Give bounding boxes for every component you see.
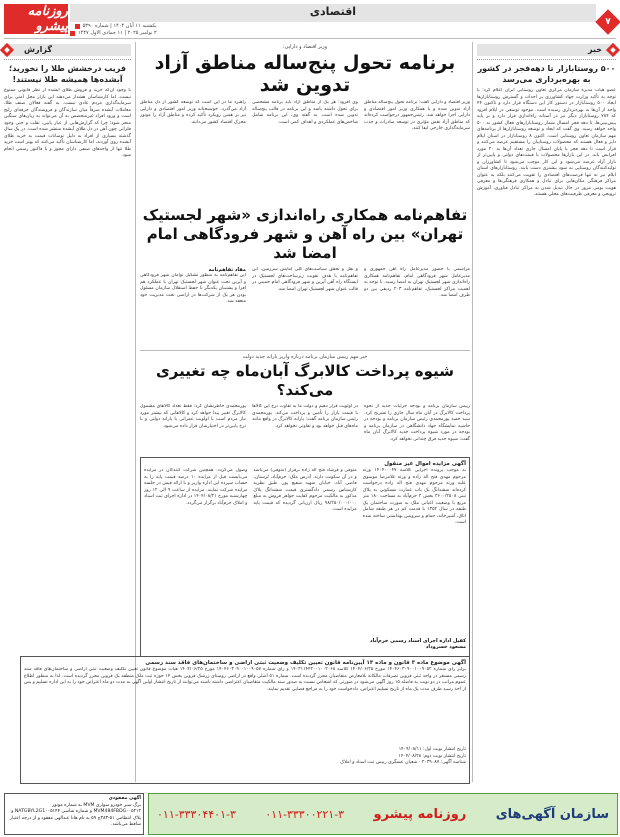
divider <box>4 38 616 39</box>
divider <box>477 59 616 60</box>
third-body-col: پورمحمدی خاطرنشان کرد: فقط تعداد کالاهای مشمول کالابرگ تغییر پیدا خواهد کرد و کالاهایی که بیشتر مورد نیاز مردم است با اولویت عمرانی یا یارانه دولتی و با نرخ پایین‌تر در اختیارشان قرار داده می‌شود. <box>140 404 246 429</box>
news-headline[interactable]: ۵۰۰ روستابازار تا دهه‌فجر در کشور به بهره‌برداری می‌رسد <box>477 64 616 84</box>
diamond-icon <box>0 43 14 57</box>
auction-signer: مسعود خسروداد <box>425 644 466 650</box>
lost-notice-title: آگهی مفقودی <box>108 796 141 801</box>
section-bar <box>70 4 596 22</box>
dateline <box>70 23 157 37</box>
diamond-icon <box>606 43 620 57</box>
main-body-col: راهبرد ما در این است که توسعه کشور از دل مناطق آزاد می‌گذرد. خوشبختانه وزیر امور اقتصادی و دارایی نیز بر همین رویکرد تأکید کرده و مناطق آزاد را موتور محرک اقتصاد کشور می‌دانند. <box>140 100 246 125</box>
news-column <box>472 42 616 782</box>
ad-paper-name: روزنامه پیشرو <box>373 806 467 822</box>
main-body-col: وی افزود: هر یک از مناطق آزاد باید برنامه مشخصی برای تحول داشته باشد و این برنامه در قالب پنج‌ساله تدوین شده است. به گفته وی، این برنامه شامل شاخص‌های عملکردی و اهداف کمی است. <box>252 100 358 125</box>
divider <box>140 350 470 351</box>
second-body-col: این تفاهم‌نامه به منظور تشکیل توأمان شهر فرودگاهی و آپرین تحت عنوان شهر لجستیک تهران با عملکرد هم افزا و پشتیبان یکدیگر با حفظ استقلال سازمان مسئول بودن هر یک از شرکت‌ها در اراضی تحت مدیریت خود منعقد شد. <box>140 273 246 304</box>
first-publish-date: تاریخ انتشار نوبت اول: ۱۴۰۴/۰۸/۱۱ <box>398 747 466 752</box>
auction-notice-title: آگهی مزایده اموال غیر منقول <box>384 461 466 467</box>
third-pretitle: خبر مهم رییس سازمان برنامه درباره واریز یارانه جدید دولت <box>242 354 368 360</box>
report-body: با وجود آن‌که خرید و فروش طلای آبشده از نظر قانونی ممنوع نیست، اما کارشناسان هشدار می‌دهند این بازار محل امنی برای سرمایه‌گذاری مردم عادی نیست. به گفته فعالان صنف طلا، معاملات آبشده صرفاً میان سازندگان و فروشندگان حرفه‌ای رایج است و ورود افراد غیرمتخصص به آن می‌تواند به زیان‌های سنگین منجر شود؛ چرا که گزارش‌هایی از عیار پایین، تقلب و حتی وجود فلزاتی چون آهن در دل طلای آبشده منتشر شده است. در یک سال گذشته بسیاری از افراد به دلیل نوسانات قیمت به خرید طلای آبشده روی آوردند، اما کارشناسان تأکید می‌کنند که بهتر است خرید طلا تنها از واحدهای صنفی دارای مجوز و با فاکتور رسمی انجام شود. <box>4 88 131 158</box>
bullet-square-icon <box>75 24 80 29</box>
kicker-bar <box>4 44 131 56</box>
second-body-col: مراسمی با حضور مدیرعامل راه آهن جمهوری و مدیرعامل شهر فرودگاهی امام، تفاهم‌نامه همکاری راه‌اندازی شهر لجستیک تهران به امضا رسید. با توجه به اهمیت مراکز لجستیک، تفاهم‌نامه ۲۰۳ ردیفی بین دو طرف امضا شد. <box>364 267 470 298</box>
ad-org-label: سازمان آگهی‌های <box>495 806 609 822</box>
registry-notice-body: برابر رأی شماره ۱۴۰۴۶۰۳۰۹۰۰۱۰۰۹۰۵۲ مورخ ۱۴۰۴/۰۶/۲۵ کلاسه ۱۴۰۳۱۱۴۴۲۰۰۱۰۰۲۰۶۸ و رأی شماره ۱۴۰۴۶۰۳۰۹۰۰۱۰۰۹۰۵۷ مورخ ۱۴۰۴/۰۶/۲۵ هیات موضوع قانون تعیین تکلیف وضعیت ثبتی اراضی و ساختمان‌های فاقد سند رسمی مستقر در واحد ثبتی قزوین تصرفات مالکانه بلامعارض متقاضیان محرز گردیده است. شماره ۵۱ اصلی واقع در اراضی روستای زرشک قزوین بخش ۱۴ حوزه ثبت ملک منطقه یک قزوین محرز گردیده است. لذا به منظور اطلاع عموم مراتب در دو نوبت به فاصله ۱۵ روز آگهی می‌شود در صورتی که اشخاص نسبت به صدور سند مالکیت متقاضیان اعتراضی داشته باشند می‌توانند از تاریخ انتشار اولین آگهی به مدت دو ماه اعتراض خود را به این اداره تسلیم و پس از اخذ رسید ظرف مدت یک ماه از تاریخ تسلیم اعتراض، دادخواست خود را به مراجع قضایی تقدیم نمایند. <box>24 667 466 692</box>
main-body-col: وزیر اقتصاد و دارایی گفت: برنامه تحول پنج‌ساله مناطق آزاد تدوین شده و با همکاری وزیر امور اقتصادی و دارایی اجرا خواهد شد. رئیس‌جمهور درخواست کرده‌اند که مناطق آزاد نقش مؤثری در توسعه صادرات و جذب سرمایه‌گذاری خارجی ایفا کنند. <box>364 100 470 131</box>
third-body-col: در اولویت قرار دهیم و دولت ما به تفاوت نرخ این کالاها با قیمت بازار را تأمین و پرداخت می‌کند. پورمحمدی رئیس سازمان برنامه گفت: یارانه کالابرگ در واقع مانند ماه‌های قبل خواهد بود و تفاوتی نخواهد کرد. <box>252 404 358 429</box>
main-headline[interactable]: برنامه تحول پنج‌ساله مناطق آزاد تدوین شد <box>154 52 456 96</box>
auction-body-col: وصول می‌گردد. همچنین شرکت کنندگان در مزایده می‌بایست قبل از مزایده ۱۰ درصد قیمت پایه را به حساب سپرده این اداره واریز و با ارائه فیش در جلسه مزایده شرکت نمایند. مزایده از ساعت ۹ الی ۱۲ روز چهارشنبه مورخ ۱۴۰۴/۰۸/۲۱ در اداره اجرای ثبت اسناد و املاک خرم‌آباد برگزار می‌گردد. <box>144 468 248 506</box>
third-headline[interactable]: شیوه پرداخت کالابرگ آبان‌ماه چه تغییری می‌کند؟ <box>156 362 454 399</box>
report-headline[interactable]: فریب درخشش طلا را نخورید؛ آبشده‌ها همیشه طلا نیستند! <box>9 64 126 84</box>
second-headline[interactable]: تفاهم‌نامه همکاری راه‌اندازی «شهر لجستیک تهران» بین راه آهن و شهر فرودگاهی امام امضا شد <box>142 206 468 262</box>
second-body-col: و نقل و تحقق سیاست‌های کلی آمایش سرزمین، این تفاهم‌نامه با هدف تقویت زیرساخت‌های لجستیک در ایستگاه راه آهن آپرین و شهر فرودگاهی امام خمینی در قالب عنوان شهر لجستیک تهران امضا شد. <box>252 267 358 292</box>
third-story-body <box>140 404 470 454</box>
kicker-label: خبر <box>587 45 602 54</box>
byline: مفاد تفاهم‌نامه <box>208 267 246 273</box>
kicker-bar <box>477 44 616 56</box>
registry-notice-title: آگهی موضوع ماده ۳ قانون و ماده ۱۳ آیین‌نامه قانون تعیین تکلیف وضعیت ثبتی اراضی و ساختمان‌های فاقد سند رسمی <box>145 660 466 666</box>
newspaper-logo: روزنامه پیشرو <box>4 4 68 34</box>
section-title: اقتصادی <box>309 5 357 18</box>
kicker-label: گزارش <box>24 45 53 54</box>
ad-banner[interactable] <box>148 793 618 835</box>
auction-notice <box>140 457 470 657</box>
news-body: عضو هیات مدیره سازمان مرکزی تعاون روستایی ایران اعلام کرد: با توجه به تأکید وزارت جهاد کشاورزی بر احداث و گسترش روستابازارها ایجاد ۵۰۰ روستابازار در دستور کار این دستگاه قرار دارد و تاکنون ۴۴ واحد از آن‌ها به بهره‌برداری رسیده است. موجود توسعی در ایلام افزود که ۷۸۴ روستابازار دیگر نیز در آستانه راه‌اندازی قرار دارد و بر پایه پیش‌بینی‌ها، تا دهه فجر امسال شمار روستابازارهای فعال کشور به ۵۰۰ واحد خواهد رسید. وی گفت که ایجاد و توسعه روستابازارها از برنامه‌های مهم سازمان تعاون روستایی است. اکنون ۸ روستابازار در استان ایلام دایر و فعال هستند که محصولات روستاییان را مستقیم عرضه می‌کنند و قرار است تا دهه فجر با پایان امسال جاری تعداد آن‌ها به ۲۰ مورد افزایش یابد. در این بازارها محصولات با قیمت‌های دولتی و پایین‌تر از بازار آزاد عرضه می‌شود و این کار موجب می‌شود تا کشاورزان و تولیدکنندگان روستایی به سود بیشتری دست یابند. روستابازارهای استان ایلام نیز نه تنها فرصت‌های اقتصادی را تقویت می‌کنند بلکه به عنوان مراکز فرهنگی مکان‌هایی برای تبادل و همکاری فرهنگی‌ها و معرفی هویت بومی مرور در حال تبدیل شدن به مراکز تبادل فناوری، آموزش ترویجی و معرفی ظرفیت‌های محلی هستند. <box>477 88 616 197</box>
page-number-badge: ۷ <box>595 9 620 34</box>
ad-phone-1[interactable]: ۰۱۱-۳۳۳۰۰۲۲۱-۳ <box>265 807 345 821</box>
auction-body-col: متوفی و فرشاد فتح اله زاده برقرار (متوفی) می‌باشد و در آن سکونت دارند. آدرس ملک: خرم‌آباد، لرستان، قاضی آباد، خیابان شهید شفیع پور. طبق نظریه کارشناس رسمی دادگستری قیمت ششدانگ پلاک مذکور به مالکیت مرحوم کفایت جواهر فروش به مبلغ ۹۸/۲۵۰/۰۰۰/۰۰۰ ریال ارزیابی گردیده که قیمت پایه مزایده است. <box>253 468 357 512</box>
registry-notice <box>20 656 470 784</box>
lost-notice <box>4 793 144 835</box>
third-body-col: رییس سازمان برنامه و بودجه جزئیات جدید از نحوه پرداخت کالابرگ در آبان ماه سال جاری را تشریح کرد. سید حمید پورمحمدی رئیس سازمان برنامه و بودجه در حاشیه نمایشگاه جهاد دانشگاهی در سازمان برنامه و بودجه در مورد شیوه پرداخت جدید کالابرگ آبان ماه گفت: شیوه جدید فرق چندانی نخواهد کرد. <box>364 404 470 442</box>
ad-phone-2[interactable]: ۰۱۱-۳۳۳۰۴۴۰۱-۳ <box>157 807 236 821</box>
main-story-body <box>140 100 470 200</box>
date-persian: یکشنبه ۱۱ آبان ۱۴۰۴ | شماره ۵۳۹۰ <box>82 23 157 29</box>
auction-signature: کفیل اداره اجرای اسناد رسمی خرم‌آباد <box>370 638 466 644</box>
second-story-body <box>140 267 470 347</box>
date-gregorian: ۲ نوامبر ۲۰۲۵ | ۱۱ جمادی الاول ۱۴۴۷ <box>78 30 157 36</box>
second-publish-date: تاریخ انتشار نوبت دوم: ۱۴۰۴/۰۸/۲۸ <box>398 753 466 759</box>
lost-notice-body: برگ سبز خودرو سواری MVM به شماره موتور MVM484FBDG۰۰۵۲۱۲ و شماره شاسی NATGBYL2G1۰۰۵۱۴۴ و پلاک انتظامی ۵۱-۳۸۳ج ۵۹ به نام هانا عبدالهی مفقود و از درجه اعتبار ساقط می‌باشد. <box>9 802 141 827</box>
notice-id: شناسه آگهی: ۲۰۳۹۰۸۷ - شعبان عسگری رییس ثبت اسناد و املاک <box>340 760 466 765</box>
bullet-square-icon <box>70 31 75 36</box>
masthead <box>0 0 620 40</box>
main-pretitle: وزیر اقتصاد و دارایی: <box>282 44 328 50</box>
divider <box>4 59 131 60</box>
auction-body-col: به موجب پرونده اجرایی کلاسه ۱۴۰۴۰۰۰۴۷ ورثه مرحوم مهدی فتح اله زاده و ورثه غلامرضا موسوی علیه ورثه مرحوم مهدی فتح اله زاده درخواست کرده‌اند ششدانگ یک باب عمارت مسکونی به پلاک ثبتی ۳۶۰۰/۲۵۰۸ بخش ۲ خرم‌آباد به مساحت ۱۸۰ متر مربع با وضعیت اعیانی ملک به صورت ساختمان یک طبقه در سال ۱۳۵۲ با قدمت کم در هر طبقه شامل اتاق، آشپزخانه، حمام و سرویس بهداشتی ساخته شده است. <box>362 468 466 525</box>
